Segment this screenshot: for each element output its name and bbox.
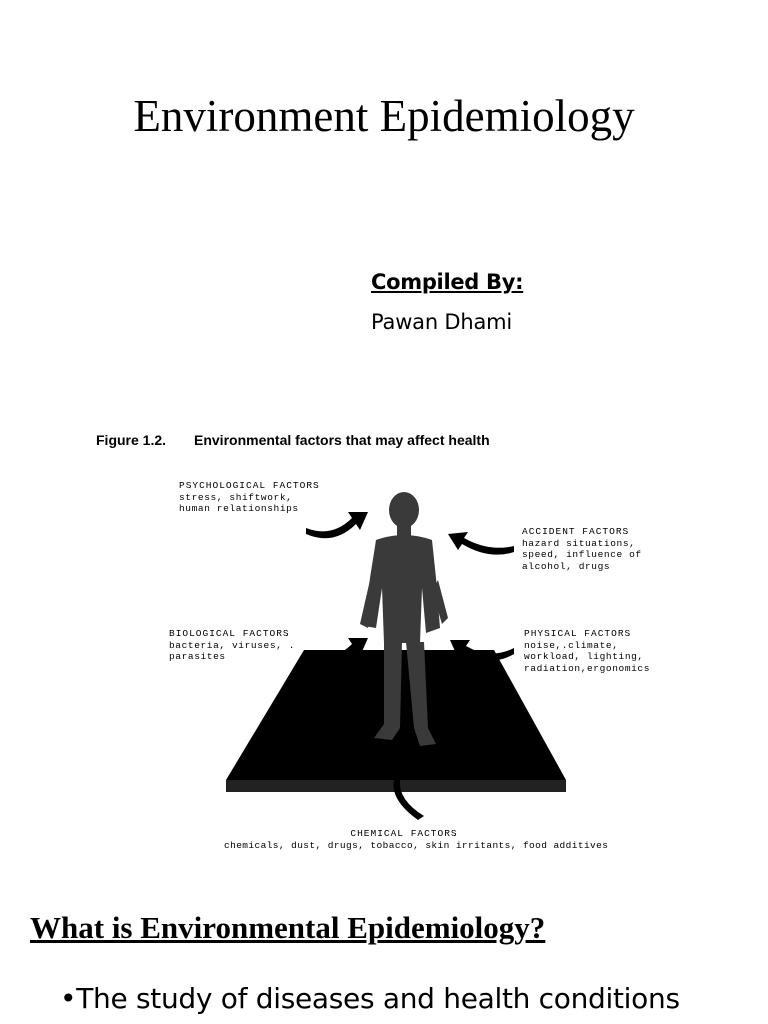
accident-factors — [522, 526, 642, 572]
compiled-by-label: Compiled By: — [371, 270, 524, 294]
document-title: Environment Epidemiology — [133, 91, 635, 141]
psychological-factors-line: human relationships — [179, 503, 299, 514]
bullet-point: •The study of diseases and health conditions — [60, 982, 680, 1015]
biological-factors-line: parasites — [169, 651, 226, 662]
environmental-factors-figure — [84, 428, 694, 858]
accident-arrow-icon — [448, 532, 514, 555]
accident-factors-title: ACCIDENT FACTORS — [522, 526, 630, 537]
biological-factors-title: BIOLOGICAL FACTORS — [169, 628, 290, 639]
physical-factors-line: noise,.climate, — [524, 639, 619, 651]
chemical-factors — [224, 828, 609, 851]
psychological-arrow-icon — [306, 512, 368, 538]
biological-factors-line: bacteria, viruses, . — [169, 639, 296, 651]
figure-number: Figure 1.2. — [96, 432, 167, 448]
biological-factors — [169, 628, 295, 663]
physical-factors — [524, 628, 650, 674]
accident-factors-line: alcohol, drugs — [522, 560, 611, 572]
chemical-factors-line: chemicals, dust, drugs, tobacco, skin irritants, food additives — [224, 839, 609, 851]
physical-factors-title: PHYSICAL FACTORS — [524, 628, 632, 639]
accident-factors-line: speed, influence of — [522, 549, 642, 560]
accident-factors-line: hazard situations, — [522, 537, 636, 549]
section-heading: What is Environmental Epidemiology? — [30, 910, 546, 945]
physical-factors-line: radiation,ergonomics — [524, 662, 651, 674]
physical-factors-line: workload, lighting, — [524, 651, 644, 662]
psychological-factors-title: PSYCHOLOGICAL FACTORS — [179, 480, 320, 491]
author-name: Pawan Dhami — [371, 310, 513, 334]
figure-caption-text: Environmental factors that may affect health — [194, 432, 490, 448]
psychological-factors-line: stress, shiftwork, — [179, 491, 293, 503]
chemical-factors-title: CHEMICAL FACTORS — [350, 828, 458, 839]
psychological-factors — [179, 480, 320, 515]
